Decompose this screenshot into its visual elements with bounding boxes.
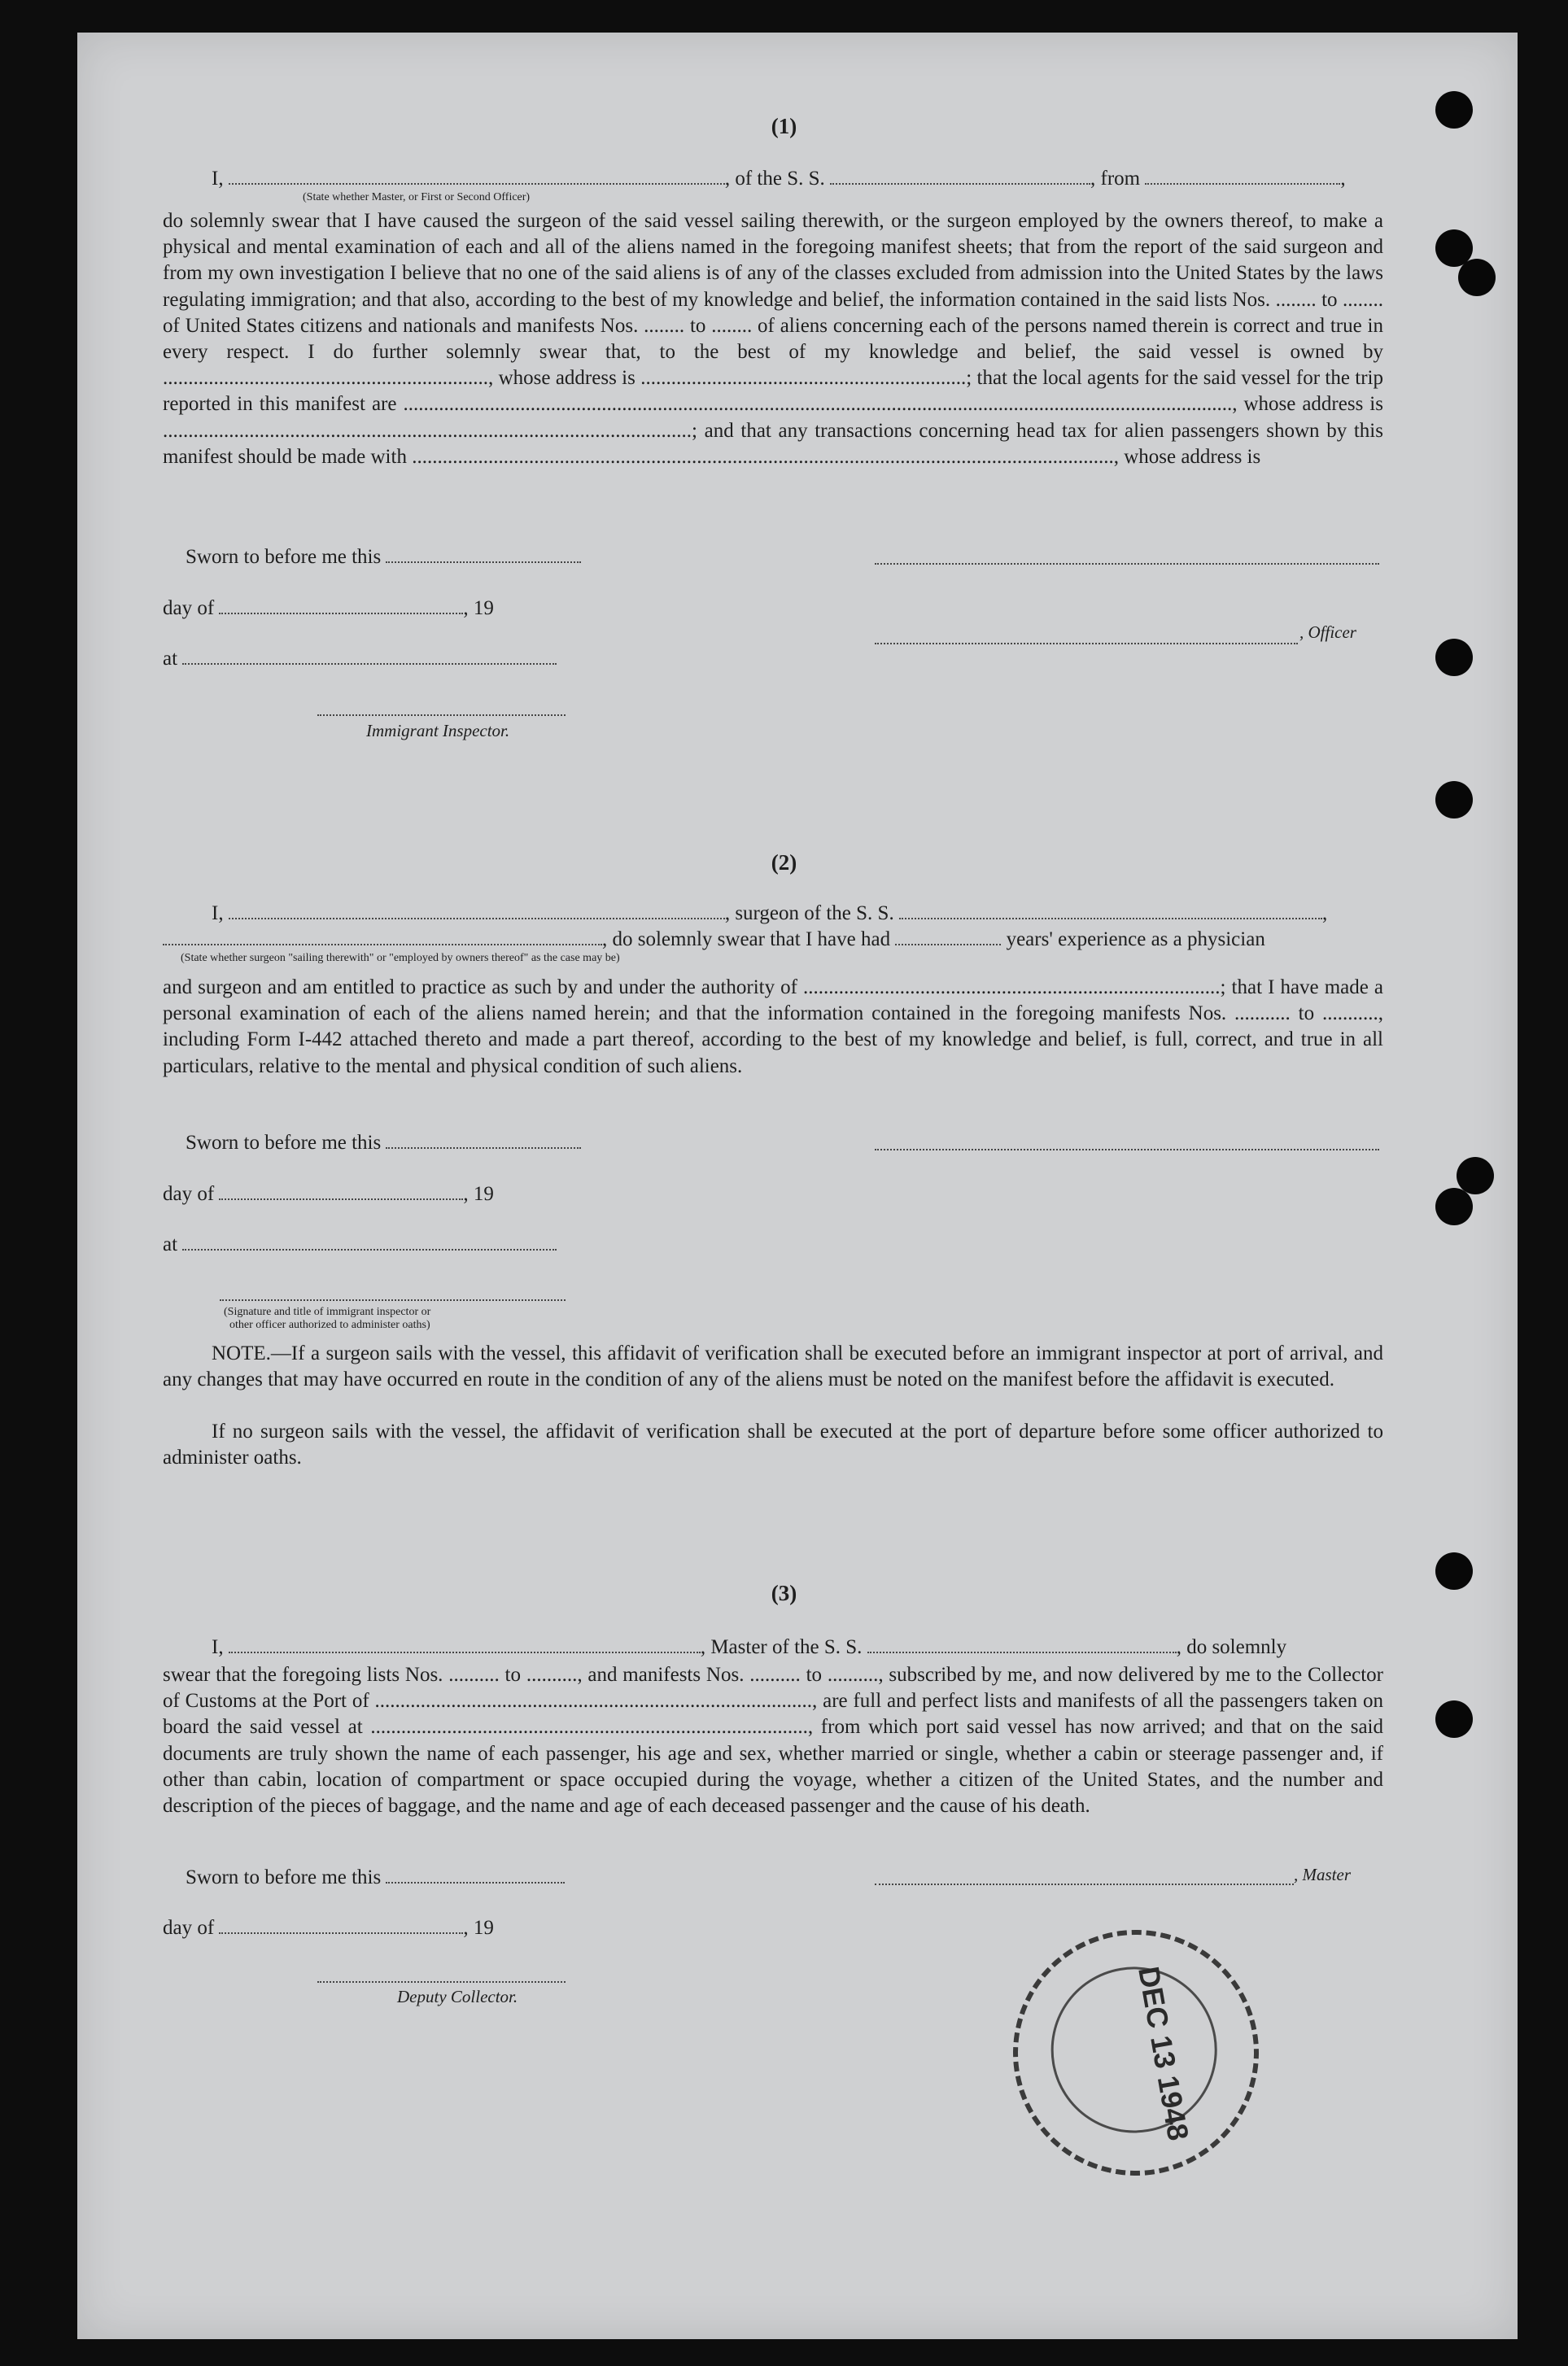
immigrant-inspector-label: Immigrant Inspector. [366,721,510,740]
sworn-date-field[interactable] [386,545,581,563]
officer-signature-line[interactable] [875,563,1379,565]
section-1-sworn: Sworn to before me this [186,545,581,570]
vessel-name-field[interactable] [830,167,1090,185]
surgeon-vessel-field[interactable] [899,901,1322,919]
section-1-oath-line: I, , of the S. S. , from , [212,168,1346,190]
oath-officer-signature-line[interactable] [220,1299,566,1301]
signature-caption-2: other officer authorized to administer oaths) [229,1319,430,1331]
surgeon-signature-line[interactable] [875,1149,1379,1150]
vessel-label: , of the S. S. [724,168,825,190]
section-2-caption: (State whether surgeon "sailing therewith" or "employed by owners thereof" as the case may be) [181,952,620,964]
master-signature-line[interactable] [875,1884,1294,1885]
surgeon-day-of-field[interactable] [219,1182,463,1200]
at-place-field[interactable] [182,647,557,665]
punch-hole-icon [1458,259,1496,296]
note-paragraph-2: If no surgeon sails with the vessel, the affidavit of verification shall be executed at the port of departure before some officer authorized to administer oaths. [163,1421,1383,1469]
section-2-sworn: Sworn to before me this [186,1131,581,1155]
master-vessel-field[interactable] [867,1635,1177,1653]
day-of-field[interactable] [219,596,463,614]
punch-hole-icon [1435,1700,1473,1738]
stamp-date: DEC 13 1948 [1132,1963,1196,2143]
from-label: , from [1090,168,1141,190]
section-3-line-1: I, , Master of the S. S. , do solemnly [212,1636,1287,1658]
section-2-at: at [163,1233,557,1257]
departure-port-field[interactable] [1145,167,1340,185]
section-2-number: (2) [771,850,797,875]
signature-caption-1: (Signature and title of immigrant inspector or [224,1306,431,1318]
section-3-body: swear that the foregoing lists Nos. .......... to .........., and manifests Nos. .......... to .........., subscribed by me, and now delivered by me to the Collector of Customs at the Port of ......................................................................................, are full and perfect lists and manifests of all the passengers taken on board the said vessel at ......................................................................................, from which port said vessel has now arrived; and that on the said documents are truly shown the name of each passenger, his age and sex, whether married or single, whether a cabin or steerage passenger and, if other than cabin, location of compartment or space occupied during the voyage, whether a citizen of the United States, and the number and description of the pieces of baggage, and the name and age of each deceased passenger and the cause of his death. [163,1664,1383,1818]
section-3-sworn: Sworn to before me this [186,1866,565,1890]
master-label: , Master [1294,1865,1351,1884]
officer-name-field[interactable] [229,167,725,185]
section-2-day: day of , 19 [163,1183,494,1205]
officer-title-line[interactable] [875,643,1298,644]
deputy-collector-label: Deputy Collector. [397,1987,518,2006]
section-2-body: and surgeon and am entitled to practice as such by and under the authority of ..................................................................................; that I have made a personal examination of each of the aliens named herein; and that the information contained in the foregoing manifests Nos. ........... to ..........., including Form I-442 attached thereto and made a part thereof, according to the best of my knowledge and belief, is full, correct, and true in all particulars, relative to the mental and physical condition of such aliens. [163,976,1383,1077]
punch-hole-icon [1457,1157,1494,1194]
section-1-number: (1) [771,114,797,138]
section-3-day: day of , 19 [163,1917,494,1939]
section-2-line-1: I, , surgeon of the S. S. , [212,902,1328,924]
section-1-at: at [163,647,557,671]
master-sworn-date-field[interactable] [386,1866,565,1884]
surgeon-name-field[interactable] [229,901,725,919]
surgeon-at-place-field[interactable] [182,1233,557,1251]
section-1-caption: (State whether Master, or First or Second Officer) [303,191,531,203]
note-paragraph-1: NOTE.—If a surgeon sails with the vessel, this affidavit of verification shall be executed before an immigrant inspector at port of arrival, and any changes that may have occurred en route in the condition of any of the aliens must be noted on the manifest before the affidavit is executed. [163,1342,1383,1391]
inspector-signature-line[interactable] [317,714,566,716]
surgeon-sworn-date-field[interactable] [386,1131,581,1149]
pronoun-label: I, [212,168,224,190]
punch-hole-icon [1435,639,1473,676]
section-3-number: (3) [771,1581,797,1605]
officer-label: , Officer [1299,622,1356,642]
master-day-of-field[interactable] [219,1916,463,1934]
collector-signature-line[interactable] [317,1981,566,1983]
years-experience-field[interactable] [895,928,1001,945]
section-1-day: day of , 19 [163,597,494,619]
master-name-field[interactable] [229,1635,701,1653]
surgeon-status-field[interactable] [163,928,602,945]
punch-hole-icon [1435,1188,1473,1225]
section-2-line-2: , do solemnly swear that I have had years' experience as a physician [163,928,1265,952]
punch-hole-icon [1435,781,1473,818]
section-1-body: do solemnly swear that I have caused the surgeon of the said vessel sailing therewith, or the surgeon employed by the owners thereof, to make a physical and mental examination of each and all of the aliens named in the foregoing manifest sheets; that from the report of the said surgeon and from my own investigation I believe that no one of the said aliens is of any of the classes excluded from admission into the United States by the laws regulating immigration; and that also, according to the best of my knowledge and belief, the information contained in the said lists Nos. ........ to ........ of United States citizens and nationals and manifests Nos. ........ to ........ of aliens concerning each of the persons named therein is correct and true in every respect. I do further solemnly swear that, to the best of my knowledge and belief, the said vessel is owned by ................................................................, whose address is ................................................................; that the local agents for the said vessel for the trip reported in this manifest are ..................................................................................................................................................................., whose address is ........................................................................................................; and that any transactions concerning head tax for alien passengers shown by this manifest should be made with .........................................................................................................................................., whose address is [163,210,1383,468]
